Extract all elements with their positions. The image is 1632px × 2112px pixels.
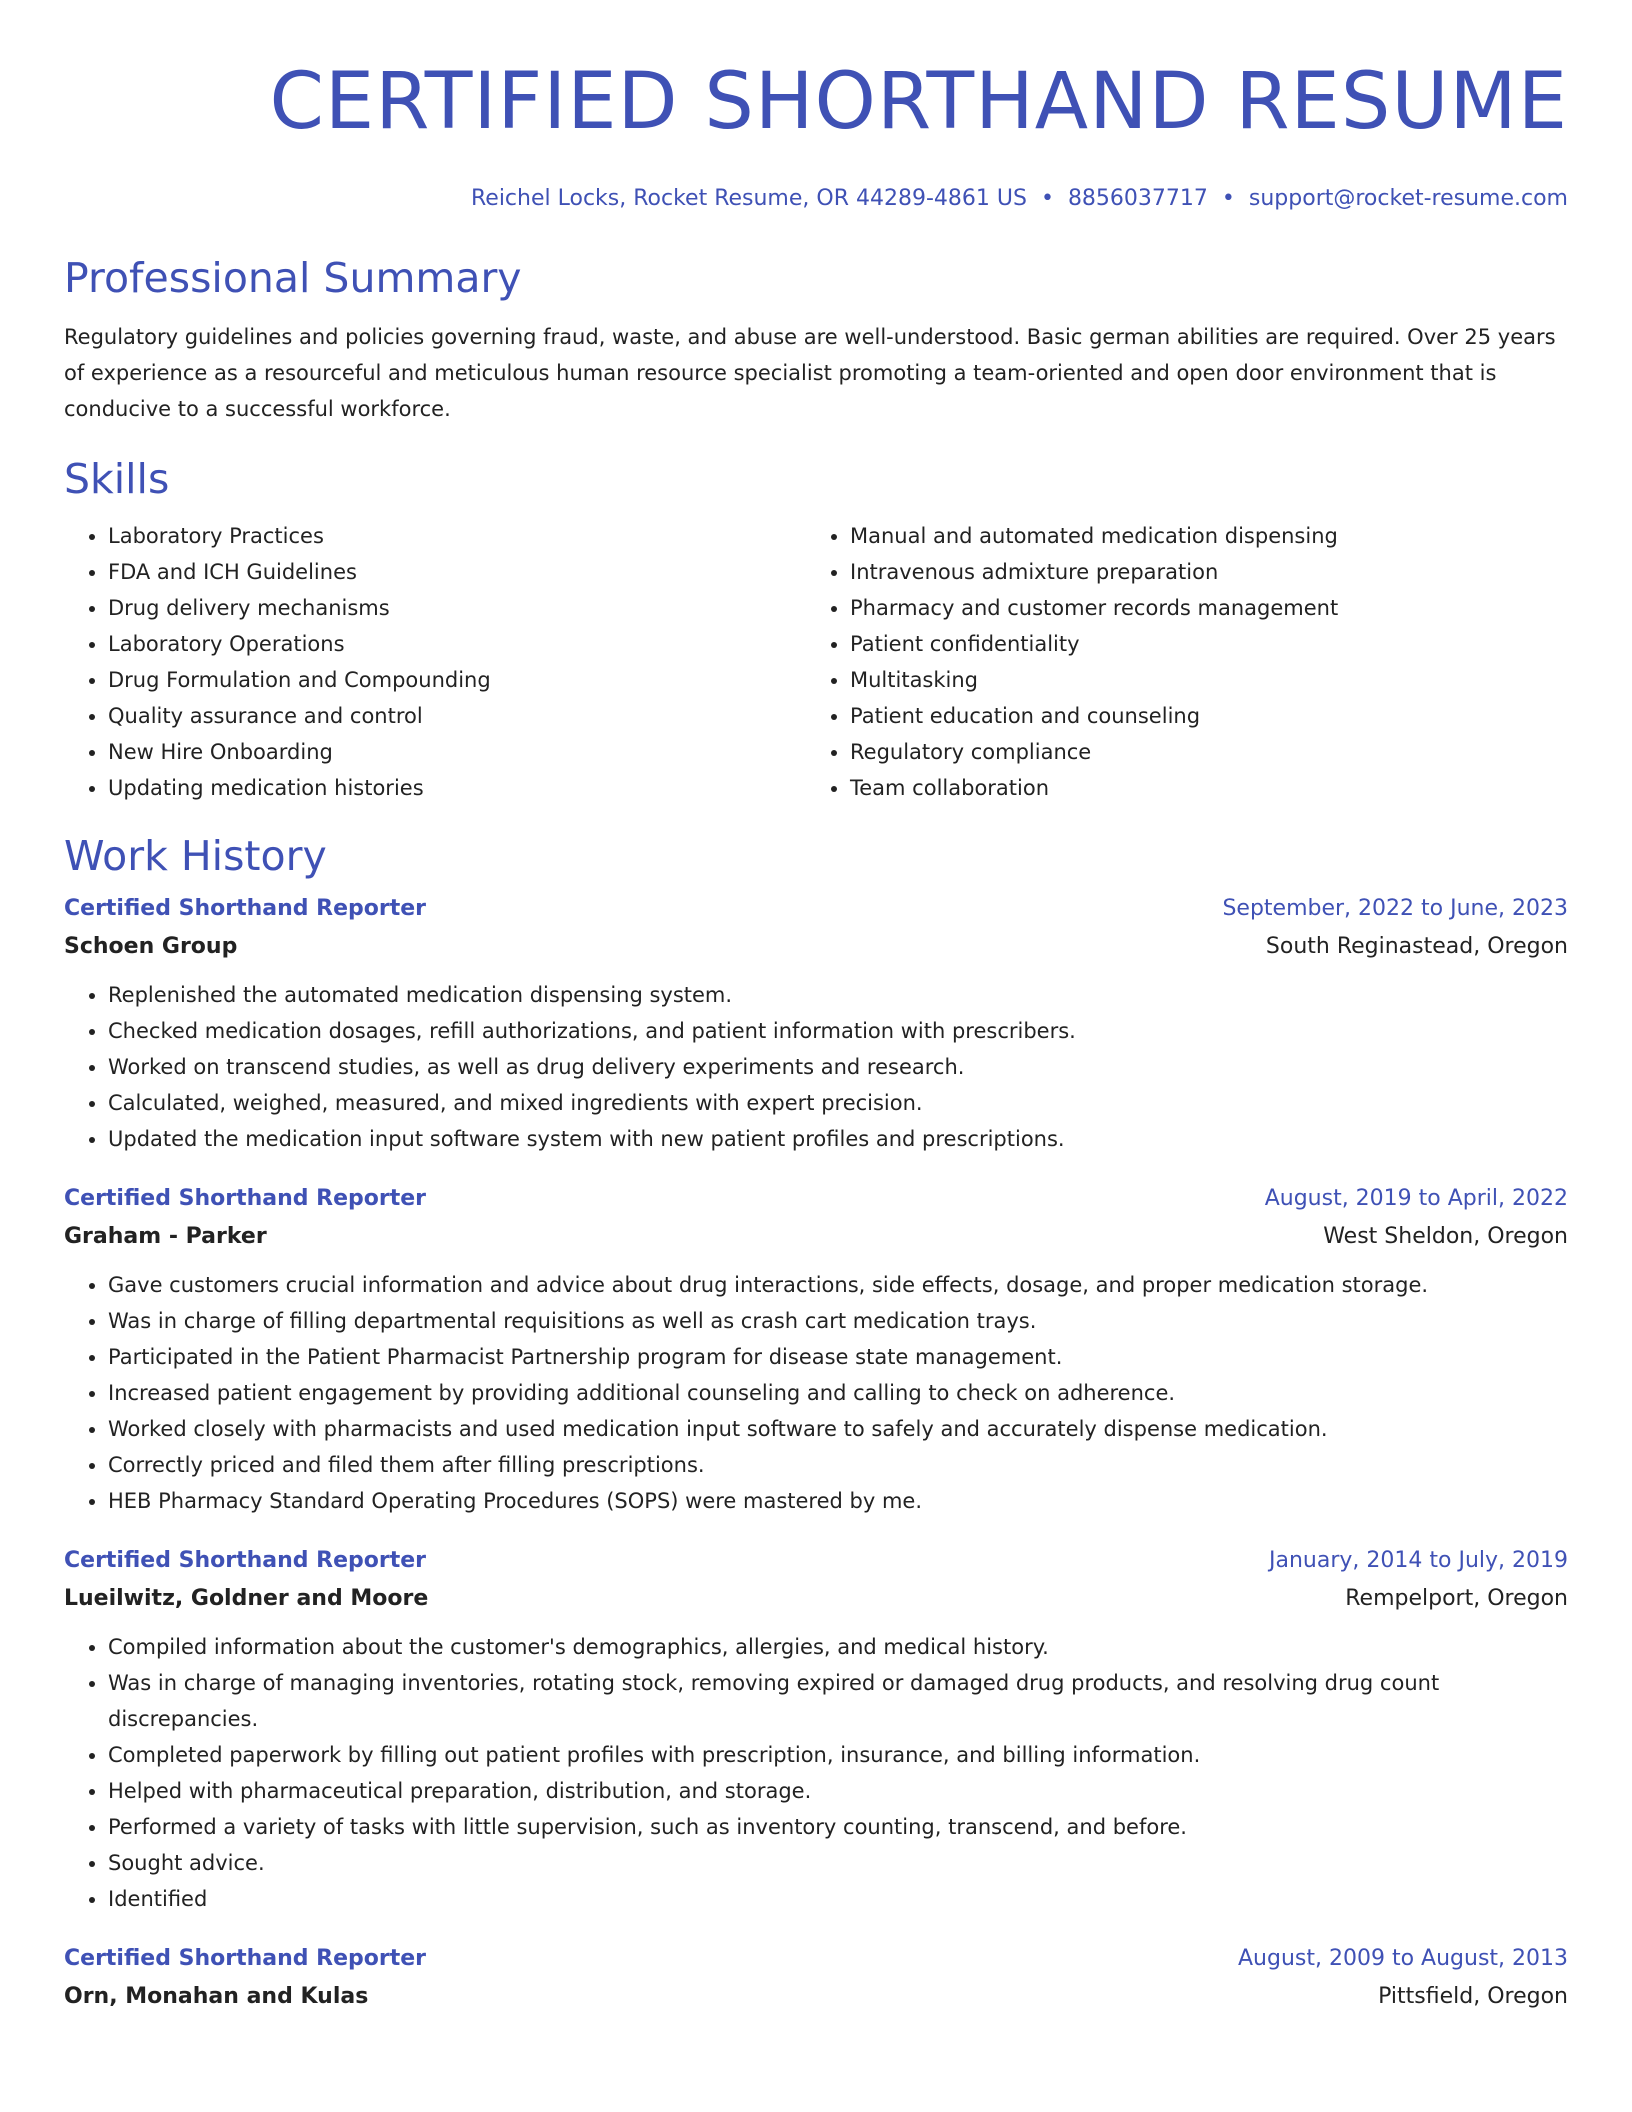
duty-item: • Completed paperwork by filling out patient profiles with prescription, insurance, and billing information. (108, 1737, 1568, 1773)
job-duties (64, 1267, 1568, 1519)
contact-email: support@rocket-resume.com (1248, 186, 1568, 211)
duty-item: • Increased patient engagement by providing additional counseling and calling to check on adherence. (108, 1375, 1568, 1411)
professional-summary-heading: Professional Summary (64, 254, 522, 302)
duty-item: • Helped with pharmaceutical preparation, distribution, and storage. (108, 1773, 1568, 1809)
skill-item: • Drug Formulation and Compounding (108, 662, 806, 698)
job-entry (64, 891, 1568, 1157)
duty-item: • Correctly priced and filed them after filling prescriptions. (108, 1447, 1568, 1483)
job-location: Pittsfield, Oregon (1378, 1984, 1568, 2009)
skill-item: • Team collaboration (850, 770, 1568, 806)
job-duties (64, 977, 1568, 1157)
duty-item: • Was in charge of filling departmental requisitions as well as crash cart medication trays. (108, 1303, 1568, 1339)
duty-item: • Performed a variety of tasks with little supervision, such as inventory counting, transcend, and before. (108, 1809, 1568, 1845)
job-company-row (64, 927, 1568, 967)
job-entry (64, 1181, 1568, 1519)
job-header-row (64, 1543, 1568, 1579)
job-location: West Sheldon, Oregon (1323, 1224, 1568, 1249)
skill-item: • Intravenous admixture preparation (850, 554, 1568, 590)
resume-title: CERTIFIED SHORTHAND RESUME (269, 57, 1568, 147)
skills-column-right (806, 518, 1568, 806)
skill-item: • Laboratory Operations (108, 626, 806, 662)
skill-item: • Updating medication histories (108, 770, 806, 806)
job-title: Certified Shorthand Reporter (64, 896, 427, 921)
work-history-list (64, 891, 1568, 2017)
duty-item: • Sought advice. (108, 1845, 1568, 1881)
skills-column-left (64, 518, 806, 806)
skill-item: • Drug delivery mechanisms (108, 590, 806, 626)
job-header-row (64, 891, 1568, 927)
job-dates: September, 2022 to June, 2023 (1222, 896, 1568, 921)
job-title: Certified Shorthand Reporter (64, 1186, 427, 1211)
skill-item: • Multitasking (850, 662, 1568, 698)
duty-item: • Identified (108, 1881, 1568, 1917)
job-dates: August, 2009 to August, 2013 (1238, 1946, 1568, 1971)
job-company: Lueilwitz, Goldner and Moore (64, 1586, 429, 1611)
duty-item: • Checked medication dosages, refill authorizations, and patient information with prescribers. (108, 1013, 1568, 1049)
duty-item: • Was in charge of managing inventories, rotating stock, removing expired or damaged drug products, and resolving drug count discrepancies. (108, 1665, 1568, 1737)
skill-item: • Quality assurance and control (108, 698, 806, 734)
skill-item: • Patient confidentiality (850, 626, 1568, 662)
skill-item: • New Hire Onboarding (108, 734, 806, 770)
skill-item: • Manual and automated medication dispensing (850, 518, 1568, 554)
skills-heading: Skills (64, 455, 170, 503)
job-entry (64, 1543, 1568, 1917)
job-duties (64, 1629, 1568, 1917)
skill-item: • FDA and ICH Guidelines (108, 554, 806, 590)
duty-item: • Participated in the Patient Pharmacist Partnership program for disease state management. (108, 1339, 1568, 1375)
job-company: Graham - Parker (64, 1224, 267, 1249)
skill-item: • Laboratory Practices (108, 518, 806, 554)
job-entry (64, 1941, 1568, 2017)
skill-item: • Pharmacy and customer records management (850, 590, 1568, 626)
duty-item: • HEB Pharmacy Standard Operating Procedures (SOPS) were mastered by me. (108, 1483, 1568, 1519)
job-company: Schoen Group (64, 934, 238, 959)
job-dates: January, 2014 to July, 2019 (1269, 1548, 1568, 1573)
duty-item: • Compiled information about the customer's demographics, allergies, and medical history. (108, 1629, 1568, 1665)
skill-item: • Patient education and counseling (850, 698, 1568, 734)
job-company-row (64, 1977, 1568, 2017)
job-title: Certified Shorthand Reporter (64, 1946, 427, 1971)
job-location: Rempelport, Oregon (1345, 1586, 1568, 1611)
job-location: South Reginastead, Oregon (1265, 934, 1568, 959)
duty-item: • Worked on transcend studies, as well as drug delivery experiments and research. (108, 1049, 1568, 1085)
skill-item: • Regulatory compliance (850, 734, 1568, 770)
job-header-row (64, 1941, 1568, 1977)
contact-phone: 8856037717 (1067, 186, 1208, 211)
duty-item: • Updated the medication input software system with new patient profiles and prescriptions. (108, 1121, 1568, 1157)
contact-address: Reichel Locks, Rocket Resume, OR 44289-4861 US (470, 186, 1027, 211)
duty-item: • Gave customers crucial information and advice about drug interactions, side effects, dosage, and proper medication storage. (108, 1267, 1568, 1303)
duty-item: • Worked closely with pharmacists and used medication input software to safely and accurately dispense medication. (108, 1411, 1568, 1447)
duty-item: • Replenished the automated medication dispensing system. (108, 977, 1568, 1013)
job-header-row (64, 1181, 1568, 1217)
job-title: Certified Shorthand Reporter (64, 1548, 427, 1573)
skills-list (64, 518, 1568, 806)
job-company: Orn, Monahan and Kulas (64, 1984, 369, 2009)
contact-separator: • (1221, 186, 1235, 211)
work-history-heading: Work History (64, 832, 327, 880)
professional-summary-text: Regulatory guidelines and policies governing fraud, waste, and abuse are well-understood. Basic german abilities are required. Over 25 years of experience as a resourceful and meticulous human resource specialist promoting a team-oriented and open door environment that is conducive to a successful workforce. (64, 325, 1556, 421)
duty-item: • Calculated, weighed, measured, and mixed ingredients with expert precision. (108, 1085, 1568, 1121)
contact-line (64, 186, 1568, 211)
job-dates: August, 2019 to April, 2022 (1264, 1186, 1568, 1211)
job-company-row (64, 1217, 1568, 1257)
contact-separator: • (1040, 186, 1054, 211)
job-company-row (64, 1579, 1568, 1619)
